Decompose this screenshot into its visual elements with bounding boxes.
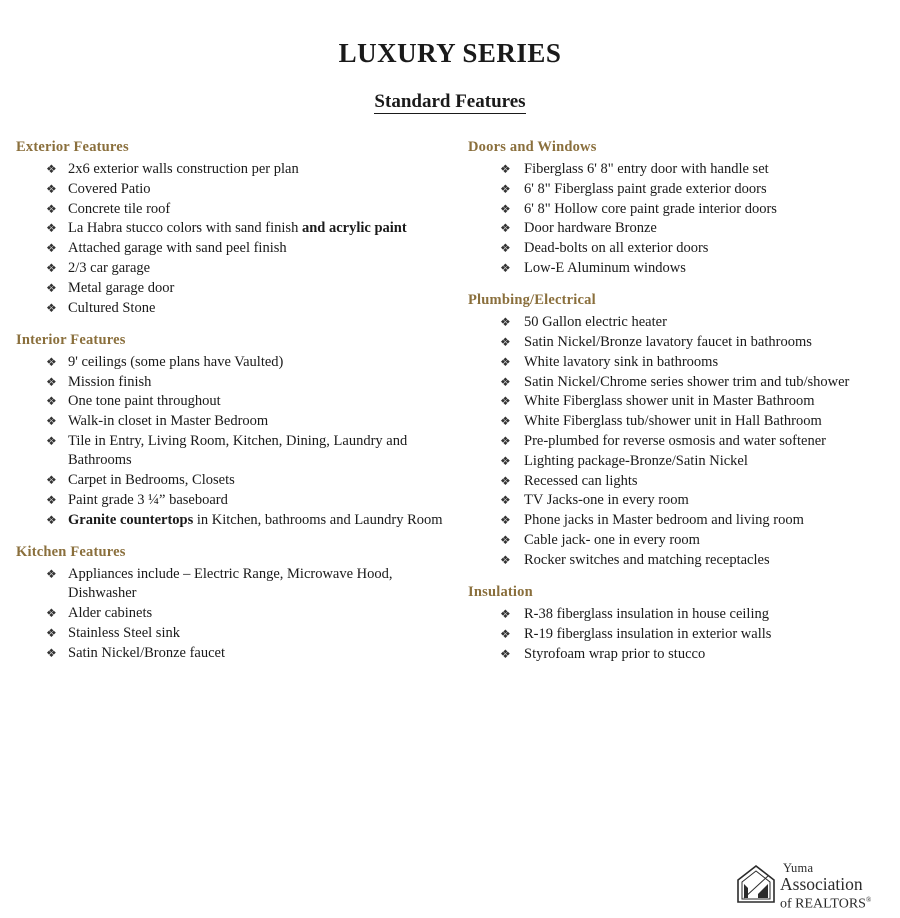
feature-list xyxy=(468,160,884,278)
list-item xyxy=(16,239,452,258)
diamond-bullet-icon: ❖ xyxy=(500,434,511,449)
list-item-emphasis: and acrylic paint xyxy=(301,220,407,237)
list-item-label: 2/3 car garage xyxy=(68,259,151,276)
list-item-label: Mission finish xyxy=(68,373,152,390)
diamond-bullet-icon: ❖ xyxy=(46,260,57,275)
list-item-emphasis: Granite countertops xyxy=(68,511,194,528)
list-item-label: Concrete tile roof xyxy=(68,200,171,217)
list-item xyxy=(468,239,884,258)
page-subtitle-text: Standard Features xyxy=(374,91,526,112)
list-item-label: Pre-plumbed for reverse osmosis and water softener xyxy=(524,433,826,450)
page-title: LUXURY SERIES xyxy=(338,38,562,68)
diamond-bullet-icon: ❖ xyxy=(500,626,511,641)
diamond-bullet-icon: ❖ xyxy=(500,374,511,389)
diamond-bullet-icon: ❖ xyxy=(46,280,57,295)
list-item-label: Satin Nickel/Bronze faucet xyxy=(68,644,226,661)
list-item xyxy=(16,259,452,278)
diamond-bullet-icon: ❖ xyxy=(46,181,57,196)
list-item-label: White Fiberglass shower unit in Master Bathroom xyxy=(524,393,815,410)
list-item xyxy=(16,180,452,199)
list-item-label: White Fiberglass tub/shower unit in Hall Bathroom xyxy=(524,413,822,430)
list-item-label: Styrofoam wrap prior to stucco xyxy=(524,645,706,662)
list-item-label: Low-E Aluminum windows xyxy=(524,259,686,276)
feature-list xyxy=(468,605,884,664)
logo-line-association: Association xyxy=(780,874,863,894)
list-item-label: Door hardware Bronze xyxy=(524,220,657,237)
list-item-label: Rocker switches and matching receptacles xyxy=(524,551,770,568)
list-item xyxy=(468,313,884,332)
yuma-association-of-realtors-logo xyxy=(734,858,884,910)
list-item-label: TV Jacks-one in every room xyxy=(524,492,689,509)
diamond-bullet-icon: ❖ xyxy=(46,606,57,621)
logo-line-yuma: Yuma xyxy=(783,861,814,875)
list-item xyxy=(468,219,884,238)
diamond-bullet-icon: ❖ xyxy=(500,453,511,468)
diamond-bullet-icon: ❖ xyxy=(500,260,511,275)
logo-line-of-realtors xyxy=(780,893,884,912)
diamond-bullet-icon: ❖ xyxy=(46,221,57,236)
list-item-label: One tone paint throughout xyxy=(68,393,221,410)
section-plumbing-electrical xyxy=(468,292,884,570)
diamond-bullet-icon: ❖ xyxy=(500,394,511,409)
list-item xyxy=(468,259,884,278)
list-item-label: Covered Patio xyxy=(68,180,151,197)
content-columns xyxy=(16,139,884,678)
list-item xyxy=(468,412,884,431)
list-item xyxy=(16,491,452,510)
list-item-label: 9' ceilings (some plans have Vaulted) xyxy=(68,353,284,370)
list-item-label: Walk-in closet in Master Bedroom xyxy=(68,413,269,430)
list-item xyxy=(468,531,884,550)
logo-wordmark xyxy=(780,862,884,912)
registered-trademark-icon: ® xyxy=(865,896,872,904)
list-item-label: Fiberglass 6' 8" entry door with handle set xyxy=(524,161,769,177)
diamond-bullet-icon: ❖ xyxy=(500,607,511,622)
list-item xyxy=(16,511,452,530)
list-item xyxy=(468,200,884,219)
page-subtitle xyxy=(16,91,884,113)
diamond-bullet-icon: ❖ xyxy=(46,300,57,315)
list-item-label: Alder cabinets xyxy=(68,605,153,622)
list-item-label: 50 Gallon electric heater xyxy=(524,314,667,331)
list-item xyxy=(16,219,452,238)
section-heading: Exterior Features xyxy=(16,139,129,155)
list-item xyxy=(468,511,884,530)
section-kitchen-features xyxy=(16,544,452,663)
list-item xyxy=(16,624,452,643)
diamond-bullet-icon: ❖ xyxy=(46,434,57,449)
list-item xyxy=(468,625,884,644)
diamond-bullet-icon: ❖ xyxy=(500,473,511,488)
list-item-label: Attached garage with sand peel finish xyxy=(68,240,287,257)
logo-of-realtors-text: of REALTORS xyxy=(780,896,866,912)
section-heading: Doors and Windows xyxy=(468,139,597,155)
section-heading: Insulation xyxy=(468,584,533,601)
diamond-bullet-icon: ❖ xyxy=(46,492,57,507)
diamond-bullet-icon: ❖ xyxy=(46,512,57,527)
feature-list xyxy=(16,160,452,318)
realtor-house-icon xyxy=(734,862,778,906)
diamond-bullet-icon: ❖ xyxy=(46,394,57,409)
list-item-label: R-38 fiberglass insulation in house ceiling xyxy=(524,606,769,623)
diamond-bullet-icon: ❖ xyxy=(46,201,57,216)
list-item-label: Tile in Entry, Living Room, Kitchen, Dining, Laundry and Bathrooms xyxy=(68,433,408,469)
diamond-bullet-icon: ❖ xyxy=(46,625,57,640)
diamond-bullet-icon: ❖ xyxy=(500,221,511,236)
diamond-bullet-icon: ❖ xyxy=(500,493,511,508)
diamond-bullet-icon: ❖ xyxy=(46,567,57,582)
list-item-label: Granite countertops in Kitchen, bathrooms and Laundry Room xyxy=(68,511,443,528)
list-item-label: 6' 8" Fiberglass paint grade exterior doors xyxy=(524,180,767,197)
list-item xyxy=(468,333,884,352)
list-item xyxy=(468,472,884,491)
list-item-label: La Habra stucco colors with sand finish and acrylic paint xyxy=(68,220,407,237)
list-item-label: Lighting package-Bronze/Satin Nickel xyxy=(524,452,748,469)
list-item xyxy=(468,491,884,510)
list-item-label: Carpet in Bedrooms, Closets xyxy=(68,472,235,489)
list-item xyxy=(16,353,452,372)
diamond-bullet-icon: ❖ xyxy=(500,552,511,567)
list-item xyxy=(16,471,452,490)
diamond-bullet-icon: ❖ xyxy=(46,473,57,488)
list-item-label: Recessed can lights xyxy=(524,472,638,489)
list-item xyxy=(468,373,884,392)
list-item-label: Paint grade 3 ¼” baseboard xyxy=(68,491,228,508)
list-item-label: Appliances include – Electric Range, Microwave Hood, Dishwasher xyxy=(68,566,393,602)
list-item xyxy=(16,200,452,219)
list-item xyxy=(468,432,884,451)
list-item-label: R-19 fiberglass insulation in exterior walls xyxy=(524,625,772,642)
section-interior-features xyxy=(16,332,452,530)
diamond-bullet-icon: ❖ xyxy=(46,414,57,429)
list-item xyxy=(16,160,452,179)
diamond-bullet-icon: ❖ xyxy=(500,201,511,216)
diamond-bullet-icon: ❖ xyxy=(500,315,511,330)
list-item xyxy=(468,160,884,179)
left-column xyxy=(16,139,452,677)
diamond-bullet-icon: ❖ xyxy=(500,354,511,369)
diamond-bullet-icon: ❖ xyxy=(46,374,57,389)
section-doors-and-windows xyxy=(468,139,884,278)
list-item xyxy=(468,645,884,664)
list-item-label: White lavatory sink in bathrooms xyxy=(524,353,719,370)
feature-list xyxy=(468,313,884,570)
diamond-bullet-icon: ❖ xyxy=(46,162,57,176)
diamond-bullet-icon: ❖ xyxy=(500,335,511,350)
list-item xyxy=(16,604,452,623)
list-item xyxy=(468,353,884,372)
diamond-bullet-icon: ❖ xyxy=(500,181,511,196)
list-item-label: Dead-bolts on all exterior doors xyxy=(524,240,709,257)
list-item xyxy=(468,180,884,199)
list-item xyxy=(468,452,884,471)
list-item-label: Metal garage door xyxy=(68,279,175,296)
list-item-label: 2x6 exterior walls construction per plan xyxy=(68,161,299,177)
list-item xyxy=(16,279,452,298)
list-item-label: Satin Nickel/Bronze lavatory faucet in bathrooms xyxy=(524,334,812,351)
section-heading: Plumbing/Electrical xyxy=(468,292,596,309)
diamond-bullet-icon: ❖ xyxy=(46,645,57,660)
list-item-label: Satin Nickel/Chrome series shower trim and tub/shower xyxy=(524,373,850,390)
list-item xyxy=(16,392,452,411)
diamond-bullet-icon: ❖ xyxy=(500,513,511,528)
list-item xyxy=(16,373,452,392)
diamond-bullet-icon: ❖ xyxy=(500,162,511,176)
diamond-bullet-icon: ❖ xyxy=(46,354,57,369)
list-item-label: Cable jack- one in every room xyxy=(524,532,700,549)
diamond-bullet-icon: ❖ xyxy=(500,241,511,256)
list-item-label: 6' 8" Hollow core paint grade interior doors xyxy=(524,200,777,217)
list-item xyxy=(468,605,884,624)
diamond-bullet-icon: ❖ xyxy=(500,646,511,661)
diamond-bullet-icon: ❖ xyxy=(500,414,511,429)
section-exterior-features xyxy=(16,139,452,318)
list-item xyxy=(16,299,452,318)
section-insulation xyxy=(468,584,884,664)
section-heading: Interior Features xyxy=(16,331,126,348)
list-item xyxy=(468,392,884,411)
list-item xyxy=(16,565,452,604)
list-item-label: Phone jacks in Master bedroom and living room xyxy=(524,512,804,529)
list-item-label: Cultured Stone xyxy=(68,299,156,316)
feature-list xyxy=(16,353,452,530)
list-item xyxy=(16,644,452,663)
diamond-bullet-icon: ❖ xyxy=(500,533,511,548)
list-item xyxy=(16,412,452,431)
right-column xyxy=(452,139,884,678)
feature-list xyxy=(16,565,452,663)
diamond-bullet-icon: ❖ xyxy=(46,241,57,256)
list-item xyxy=(16,432,452,471)
list-item-label: Stainless Steel sink xyxy=(68,624,180,641)
list-item xyxy=(468,551,884,570)
section-heading: Kitchen Features xyxy=(16,544,126,561)
